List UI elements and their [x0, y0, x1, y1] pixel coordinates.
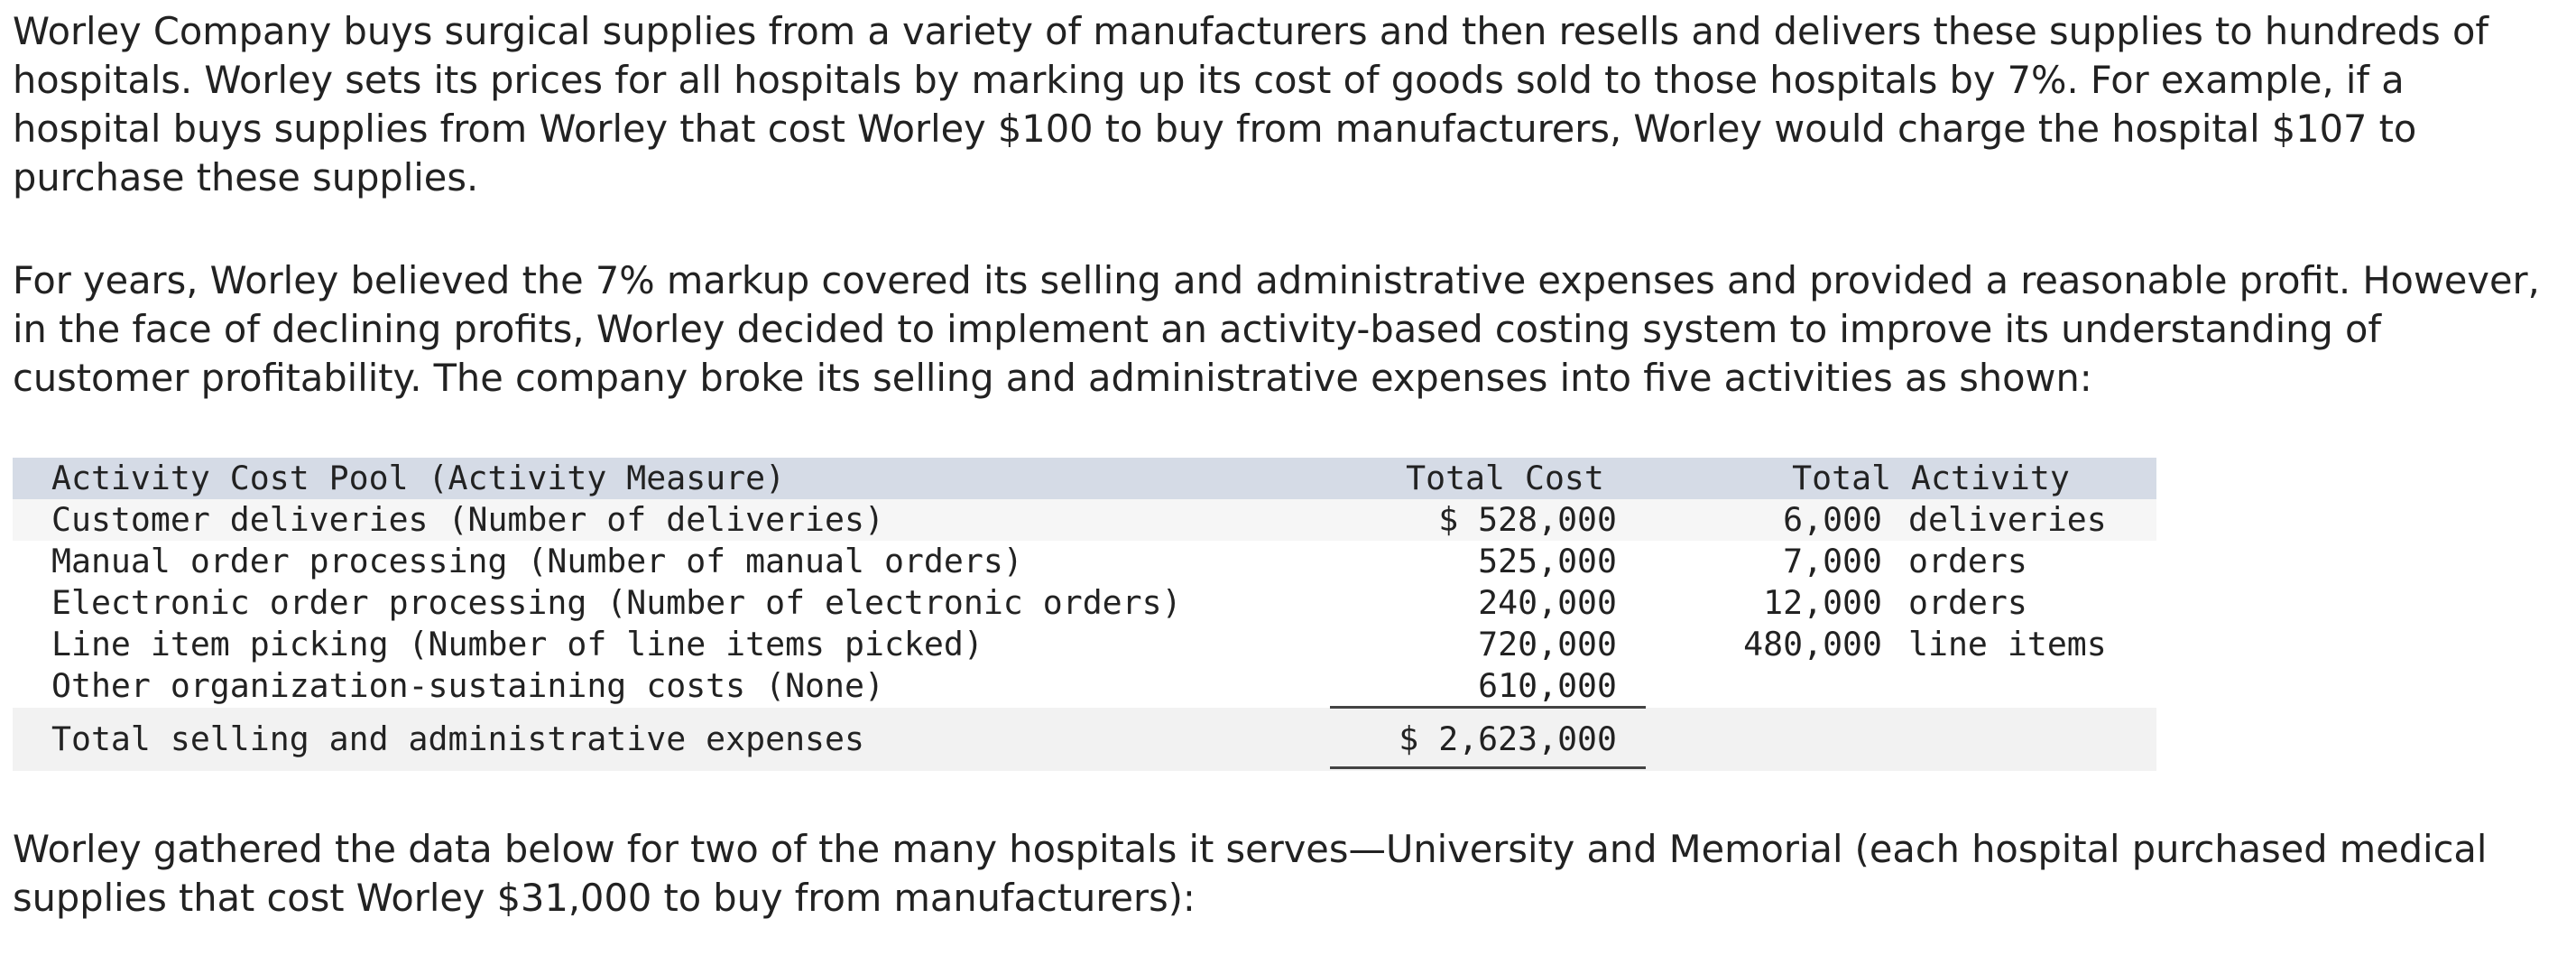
row-customer-deliveries-activity-qty: 6,000 — [1783, 500, 1882, 539]
row-electronic-order-activity-qty: 12,000 — [1763, 583, 1882, 622]
row-line-item-picking-activity-qty: 480,000 — [1743, 625, 1882, 663]
row-electronic-order-pool: Electronic order processing (Number of electronic orders) — [51, 583, 1182, 622]
total-row-cost: $ 2,623,000 — [1399, 719, 1617, 758]
row-organization-sustaining-pool: Other organization-sustaining costs (None) — [51, 666, 884, 705]
activity-paragraph: For years, Worley believed the 7% markup covered its selling and administrative expenses and provided a reasonable profit. However, in the face of declining profits, Worley decided to implement an activity-based costing system to improve its understanding of customer profitability. The company broke its selling and administrative expenses into five activities as shown: — [13, 258, 2540, 400]
row-manual-order-cost: 525,000 — [1478, 542, 1617, 580]
header-total-activity: Total Activity — [1792, 459, 2070, 497]
row-line-item-picking-cost: 720,000 — [1478, 625, 1617, 663]
total-row-label: Total selling and administrative expenses — [51, 719, 864, 758]
row-manual-order-pool: Manual order processing (Number of manual orders) — [51, 542, 1023, 580]
row-customer-deliveries-cost: $ 528,000 — [1438, 500, 1617, 539]
subtotal-rule — [1330, 706, 1646, 709]
row-manual-order-activity-qty: 7,000 — [1783, 542, 1882, 580]
hospital-data-paragraph: Worley gathered the data below for two of the many hospitals it serves—University and Memorial (each hospital purchased medical supplies that cost Worley $31,000 to buy from manufacturers): — [13, 827, 2488, 920]
row-customer-deliveries-pool: Customer deliveries (Number of deliveries) — [51, 500, 884, 539]
row-line-item-picking-activity-unit: line items — [1908, 625, 2107, 663]
row-customer-deliveries-activity-unit: deliveries — [1908, 500, 2107, 539]
row-line-item-picking-pool: Line item picking (Number of line items picked) — [51, 625, 983, 663]
row-electronic-order-cost: 240,000 — [1478, 583, 1617, 622]
row-electronic-order-activity-unit: orders — [1908, 583, 2027, 622]
header-activity-cost-pool: Activity Cost Pool (Activity Measure) — [51, 459, 786, 497]
total-rule — [1330, 766, 1646, 769]
intro-paragraph: Worley Company buys surgical supplies from a variety of manufacturers and then resells and delivers these supplies to hundreds of hospitals. Worley sets its prices for all hospitals by marking up its cost of goods sold to those hospitals by 7%. For example, if a hospital buys supplies from Worley that cost Worley $100 to buy from manufacturers, Worley would charge the hospital $107 to purchase these supplies. — [13, 9, 2488, 199]
row-manual-order-activity-unit: orders — [1908, 542, 2027, 580]
header-total-cost: Total Cost — [1406, 459, 1604, 497]
row-organization-sustaining-cost: 610,000 — [1478, 666, 1617, 705]
